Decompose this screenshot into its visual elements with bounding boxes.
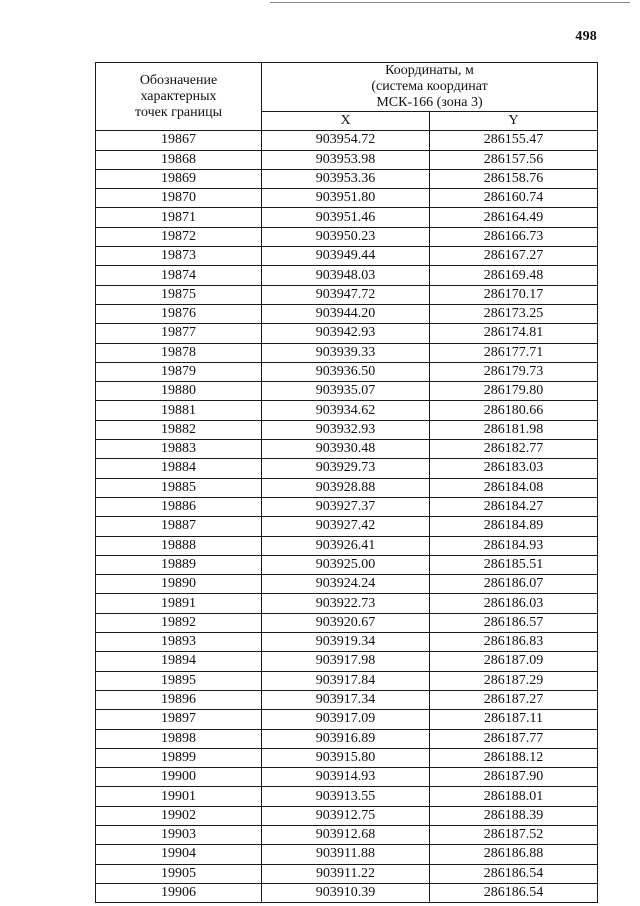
x-coordinate-cell: 903934.62: [262, 401, 430, 420]
table-row: [96, 710, 598, 729]
table-row: [96, 169, 598, 188]
y-coordinate-cell: 286186.57: [430, 613, 598, 632]
y-coordinate-cell: 286185.51: [430, 555, 598, 574]
point-id-cell: 19878: [96, 343, 262, 362]
point-id-cell: 19876: [96, 304, 262, 323]
point-id-cell: 19885: [96, 478, 262, 497]
x-coordinate-cell: 903953.98: [262, 150, 430, 169]
point-id-cell: 19880: [96, 382, 262, 401]
table-row: [96, 806, 598, 825]
x-coordinate-cell: 903917.34: [262, 690, 430, 709]
x-coordinate-cell: 903924.24: [262, 575, 430, 594]
y-coordinate-cell: 286182.77: [430, 440, 598, 459]
point-id-cell: 19906: [96, 883, 262, 902]
point-id-cell: 19886: [96, 497, 262, 516]
table-row: [96, 825, 598, 844]
table-header-row: [96, 63, 598, 112]
x-coordinate-cell: 903927.42: [262, 517, 430, 536]
table-row: [96, 690, 598, 709]
y-coordinate-cell: 286164.49: [430, 208, 598, 227]
y-coordinate-cell: 286187.11: [430, 710, 598, 729]
table-row: [96, 748, 598, 767]
table-row: [96, 613, 598, 632]
x-coordinate-cell: 903953.36: [262, 169, 430, 188]
y-coordinate-cell: 286186.88: [430, 845, 598, 864]
table-row: [96, 362, 598, 381]
top-rule: [270, 2, 630, 3]
table-row: [96, 787, 598, 806]
x-coordinate-cell: 903939.33: [262, 343, 430, 362]
x-coordinate-cell: 903920.67: [262, 613, 430, 632]
table-row: [96, 845, 598, 864]
table-row: [96, 497, 598, 516]
y-coordinate-cell: 286186.07: [430, 575, 598, 594]
y-coordinate-cell: 286187.27: [430, 690, 598, 709]
point-id-cell: 19902: [96, 806, 262, 825]
point-id-cell: 19890: [96, 575, 262, 594]
x-coordinate-cell: 903948.03: [262, 266, 430, 285]
table-row: [96, 208, 598, 227]
table-row: [96, 227, 598, 246]
point-id-cell: 19887: [96, 517, 262, 536]
x-coordinate-cell: 903916.89: [262, 729, 430, 748]
x-coordinate-cell: 903942.93: [262, 324, 430, 343]
y-coordinate-cell: 286157.56: [430, 150, 598, 169]
x-coordinate-cell: 903919.34: [262, 633, 430, 652]
table-row: [96, 768, 598, 787]
y-coordinate-cell: 286187.09: [430, 652, 598, 671]
y-coordinate-cell: 286187.77: [430, 729, 598, 748]
y-coordinate-cell: 286188.12: [430, 748, 598, 767]
x-coordinate-cell: 903912.68: [262, 825, 430, 844]
x-coordinate-cell: 903947.72: [262, 285, 430, 304]
point-id-cell: 19901: [96, 787, 262, 806]
x-coordinate-cell: 903935.07: [262, 382, 430, 401]
point-id-cell: 19884: [96, 459, 262, 478]
y-coordinate-cell: 286155.47: [430, 131, 598, 150]
x-coordinate-cell: 903922.73: [262, 594, 430, 613]
point-id-cell: 19903: [96, 825, 262, 844]
header-x: X: [262, 112, 430, 131]
table-row: [96, 536, 598, 555]
y-coordinate-cell: 286169.48: [430, 266, 598, 285]
table-row: [96, 594, 598, 613]
table-row: [96, 150, 598, 169]
table-row: [96, 478, 598, 497]
point-id-cell: 19905: [96, 864, 262, 883]
point-id-cell: 19871: [96, 208, 262, 227]
table-row: [96, 517, 598, 536]
y-coordinate-cell: 286188.39: [430, 806, 598, 825]
table-row: [96, 189, 598, 208]
table-row: [96, 247, 598, 266]
y-coordinate-cell: 286184.27: [430, 497, 598, 516]
y-coordinate-cell: 286184.89: [430, 517, 598, 536]
x-coordinate-cell: 903929.73: [262, 459, 430, 478]
table-row: [96, 343, 598, 362]
table-row: [96, 729, 598, 748]
y-coordinate-cell: 286187.52: [430, 825, 598, 844]
y-coordinate-cell: 286167.27: [430, 247, 598, 266]
table-row: [96, 671, 598, 690]
point-id-cell: 19893: [96, 633, 262, 652]
point-id-cell: 19872: [96, 227, 262, 246]
x-coordinate-cell: 903936.50: [262, 362, 430, 381]
point-id-cell: 19869: [96, 169, 262, 188]
table-row: [96, 575, 598, 594]
table-row: [96, 652, 598, 671]
x-coordinate-cell: 903951.46: [262, 208, 430, 227]
x-coordinate-cell: 903926.41: [262, 536, 430, 555]
x-coordinate-cell: 903932.93: [262, 420, 430, 439]
y-coordinate-cell: 286181.98: [430, 420, 598, 439]
y-coordinate-cell: 286186.54: [430, 864, 598, 883]
y-coordinate-cell: 286186.54: [430, 883, 598, 902]
coordinates-table: [95, 62, 598, 903]
y-coordinate-cell: 286170.17: [430, 285, 598, 304]
y-coordinate-cell: 286179.80: [430, 382, 598, 401]
table-row: [96, 382, 598, 401]
table-row: [96, 324, 598, 343]
header-point-designation: Обозначение характерных точек границы: [96, 63, 262, 131]
y-coordinate-cell: 286177.71: [430, 343, 598, 362]
table-row: [96, 883, 598, 902]
y-coordinate-cell: 286186.83: [430, 633, 598, 652]
point-id-cell: 19891: [96, 594, 262, 613]
x-coordinate-cell: 903927.37: [262, 497, 430, 516]
x-coordinate-cell: 903954.72: [262, 131, 430, 150]
header-y: Y: [430, 112, 598, 131]
point-id-cell: 19881: [96, 401, 262, 420]
x-coordinate-cell: 903930.48: [262, 440, 430, 459]
x-coordinate-cell: 903950.23: [262, 227, 430, 246]
x-coordinate-cell: 903917.98: [262, 652, 430, 671]
x-coordinate-cell: 903911.88: [262, 845, 430, 864]
point-id-cell: 19867: [96, 131, 262, 150]
header-coordinates: Координаты, м (система координат МСК-166 (зона 3): [262, 63, 598, 112]
point-id-cell: 19882: [96, 420, 262, 439]
x-coordinate-cell: 903914.93: [262, 768, 430, 787]
y-coordinate-cell: 286179.73: [430, 362, 598, 381]
x-coordinate-cell: 903951.80: [262, 189, 430, 208]
table-row: [96, 633, 598, 652]
y-coordinate-cell: 286160.74: [430, 189, 598, 208]
x-coordinate-cell: 903911.22: [262, 864, 430, 883]
x-coordinate-cell: 903949.44: [262, 247, 430, 266]
table-body: [96, 131, 598, 903]
y-coordinate-cell: 286184.08: [430, 478, 598, 497]
y-coordinate-cell: 286187.90: [430, 768, 598, 787]
point-id-cell: 19874: [96, 266, 262, 285]
x-coordinate-cell: 903944.20: [262, 304, 430, 323]
table-row: [96, 266, 598, 285]
point-id-cell: 19888: [96, 536, 262, 555]
point-id-cell: 19889: [96, 555, 262, 574]
point-id-cell: 19904: [96, 845, 262, 864]
y-coordinate-cell: 286184.93: [430, 536, 598, 555]
x-coordinate-cell: 903917.84: [262, 671, 430, 690]
x-coordinate-cell: 903917.09: [262, 710, 430, 729]
point-id-cell: 19898: [96, 729, 262, 748]
x-coordinate-cell: 903915.80: [262, 748, 430, 767]
point-id-cell: 19870: [96, 189, 262, 208]
table-row: [96, 304, 598, 323]
point-id-cell: 19892: [96, 613, 262, 632]
table-row: [96, 285, 598, 304]
table-row: [96, 555, 598, 574]
y-coordinate-cell: 286174.81: [430, 324, 598, 343]
point-id-cell: 19894: [96, 652, 262, 671]
y-coordinate-cell: 286186.03: [430, 594, 598, 613]
x-coordinate-cell: 903912.75: [262, 806, 430, 825]
y-coordinate-cell: 286183.03: [430, 459, 598, 478]
table-row: [96, 864, 598, 883]
point-id-cell: 19873: [96, 247, 262, 266]
page-number: 498: [575, 29, 597, 44]
y-coordinate-cell: 286158.76: [430, 169, 598, 188]
point-id-cell: 19895: [96, 671, 262, 690]
point-id-cell: 19877: [96, 324, 262, 343]
table-row: [96, 401, 598, 420]
table-row: [96, 420, 598, 439]
y-coordinate-cell: 286188.01: [430, 787, 598, 806]
table-row: [96, 440, 598, 459]
point-id-cell: 19883: [96, 440, 262, 459]
y-coordinate-cell: 286187.29: [430, 671, 598, 690]
x-coordinate-cell: 903925.00: [262, 555, 430, 574]
y-coordinate-cell: 286166.73: [430, 227, 598, 246]
point-id-cell: 19897: [96, 710, 262, 729]
point-id-cell: 19868: [96, 150, 262, 169]
point-id-cell: 19896: [96, 690, 262, 709]
point-id-cell: 19875: [96, 285, 262, 304]
y-coordinate-cell: 286180.66: [430, 401, 598, 420]
point-id-cell: 19900: [96, 768, 262, 787]
point-id-cell: 19899: [96, 748, 262, 767]
table-row: [96, 131, 598, 150]
point-id-cell: 19879: [96, 362, 262, 381]
y-coordinate-cell: 286173.25: [430, 304, 598, 323]
x-coordinate-cell: 903910.39: [262, 883, 430, 902]
table-row: [96, 459, 598, 478]
x-coordinate-cell: 903928.88: [262, 478, 430, 497]
x-coordinate-cell: 903913.55: [262, 787, 430, 806]
